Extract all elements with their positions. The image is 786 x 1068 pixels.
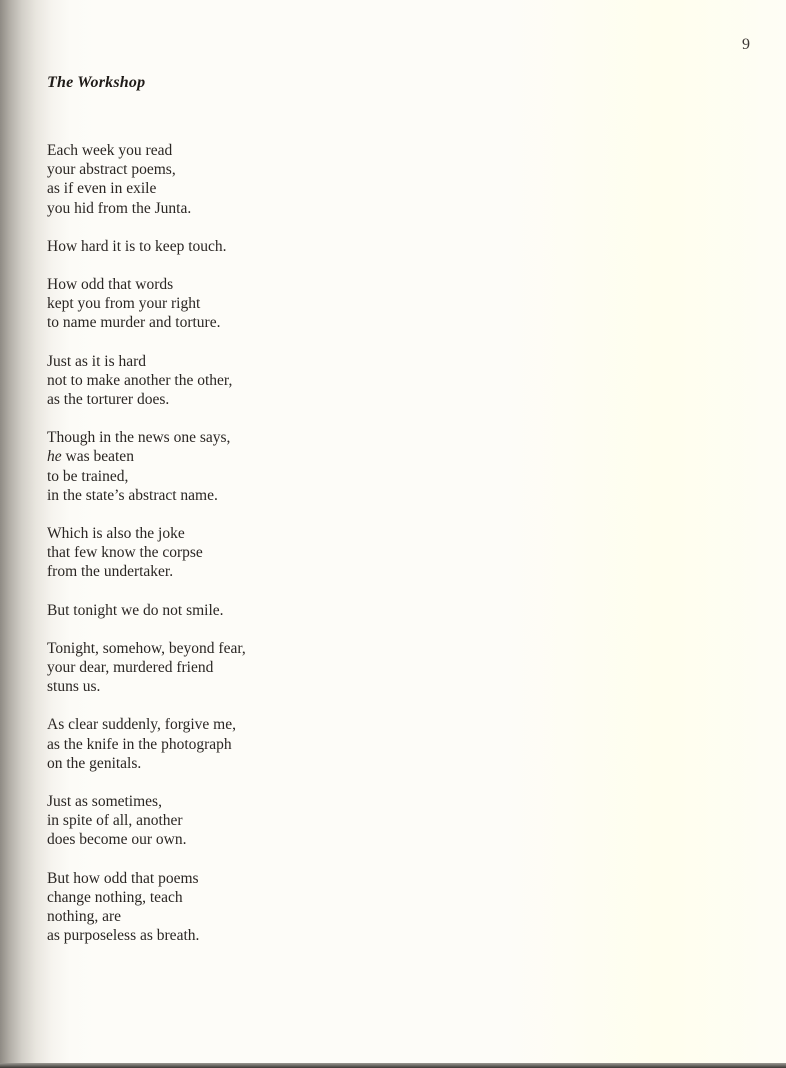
poem-line: Just as sometimes,	[47, 793, 162, 811]
page-bottom-edge	[0, 1063, 786, 1068]
poem-stanza	[47, 524, 347, 582]
poem-line: in the state’s abstract name.	[47, 486, 218, 504]
poem-stanza	[47, 141, 347, 218]
poem-line: stuns us.	[47, 678, 101, 696]
poem-line-rest: was beaten	[61, 448, 134, 466]
poem-line: As clear suddenly, forgive me,	[47, 716, 236, 734]
poem-line: as the knife in the photograph	[47, 735, 232, 753]
poem-line	[47, 447, 347, 466]
poem-stanza	[47, 792, 347, 850]
poem-line: Each week you read	[47, 142, 173, 159]
poem-line: you hid from the Junta.	[47, 199, 192, 217]
poem-line: to be trained,	[47, 467, 129, 485]
page-number: 9	[742, 36, 750, 53]
poem-line: that few know the corpse	[47, 544, 203, 562]
poem-line: nothing, are	[47, 908, 122, 926]
poem-line: Though in the news one says,	[47, 429, 231, 447]
poem-line: does become our own.	[47, 831, 187, 849]
poem-stanza	[47, 639, 347, 697]
poem-line: But how odd that poems	[47, 869, 199, 887]
poem-line: on the genitals.	[47, 754, 142, 772]
poem-line: not to make another the other,	[47, 371, 233, 389]
poem-line: to name murder and torture.	[47, 314, 221, 332]
poem-stanza	[47, 715, 347, 773]
poem-title: The Workshop	[47, 74, 146, 91]
poem-stanza	[47, 352, 347, 410]
poem-stanza	[47, 275, 347, 333]
poem-body	[47, 141, 347, 965]
poem-stanza	[47, 869, 347, 946]
poem-line: Which is also the joke	[47, 525, 185, 543]
poem-line: How hard it is to keep touch.	[47, 237, 227, 255]
poem-line-emphasis: he	[47, 448, 62, 466]
poem-stanza	[47, 601, 347, 620]
poem-line: change nothing, teach	[47, 888, 183, 906]
poem-line: as purposeless as breath.	[47, 927, 200, 945]
poem-line: How odd that words	[47, 276, 174, 294]
poem-line: Tonight, somehow, beyond fear,	[47, 639, 246, 657]
poem-line: Just as it is hard	[47, 352, 147, 370]
poem-line: your dear, murdered friend	[47, 659, 214, 677]
poem-line: But tonight we do not smile.	[47, 601, 224, 619]
poem-line: kept you from your right	[47, 295, 201, 313]
poem-stanza	[47, 237, 347, 256]
poem-line: as the torturer does.	[47, 391, 170, 409]
poem-line: as if even in exile	[47, 180, 157, 198]
poem-line: your abstract poems,	[47, 161, 176, 179]
poem-stanza	[47, 428, 347, 505]
poem-line: in spite of all, another	[47, 812, 183, 830]
poem-line: from the undertaker.	[47, 563, 174, 581]
